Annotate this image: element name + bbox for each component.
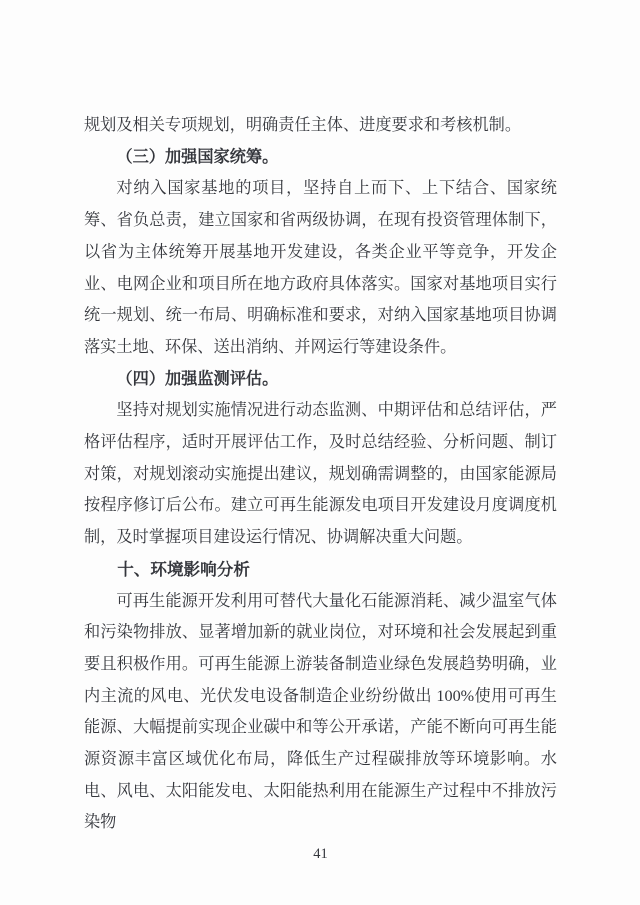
document-body: [84, 110, 557, 869]
paragraph-continuation: 规划及相关专项规划，明确责任主体、进度要求和考核机制。: [84, 116, 522, 134]
page-number: 41: [313, 846, 328, 863]
paragraph-national-coordination: 对纳入国家基地的项目，坚持自上而下、上下结合、国家统筹、省负总责，建立国家和省两级协调，在现有投资管理体制下，以省为主体统筹开展基地开发建设，各类企业平等竞争，开发企业、电网企业和项目所在地方政府具体落实。国家对基地项目实行统一规划、统一布局、明确标准和要求，对纳入国家基地项目协调落实土地、环保、送出消纳、并网运行等建设条件。: [84, 179, 557, 356]
subsection-heading-three: （三）加强国家统筹。: [116, 147, 279, 166]
section-heading-environmental-impact: 十、环境影响分析: [117, 559, 250, 579]
paragraph-environmental-impact: 可再生能源开发利用可替代大量化石能源消耗、减少温室气体和污染物排放、显著增加新的就业岗位，对环境和社会发展起到重要且积极作用。可再生能源上游装备制造业绿色发展趋势明确，业内主流的风电、光伏发电设备制造企业纷纷做出 100%使用可再生能源、大幅提前实现企业碳中和等公开承诺，产能不断向可再生能源资源丰富区域优化布局，降低生产过程碳排放等环境影响。水电、风电、太阳能发电、太阳能热利用在能源生产过程中不排放污染物: [84, 591, 557, 832]
paragraph-monitoring-evaluation: 坚持对规划实施情况进行动态监测、中期评估和总结评估，严格评估程序，适时开展评估工作，及时总结经验、分析问题、制订对策，对规划滚动实施提出建议，规划确需调整的，由国家能源局按程序修订后公布。建立可再生能源发电项目开发建设月度调度机制，及时掌握项目建设运行情况、协调解决重大问题。: [84, 401, 557, 547]
subsection-heading-four: （四）加强监测评估。: [116, 369, 279, 388]
